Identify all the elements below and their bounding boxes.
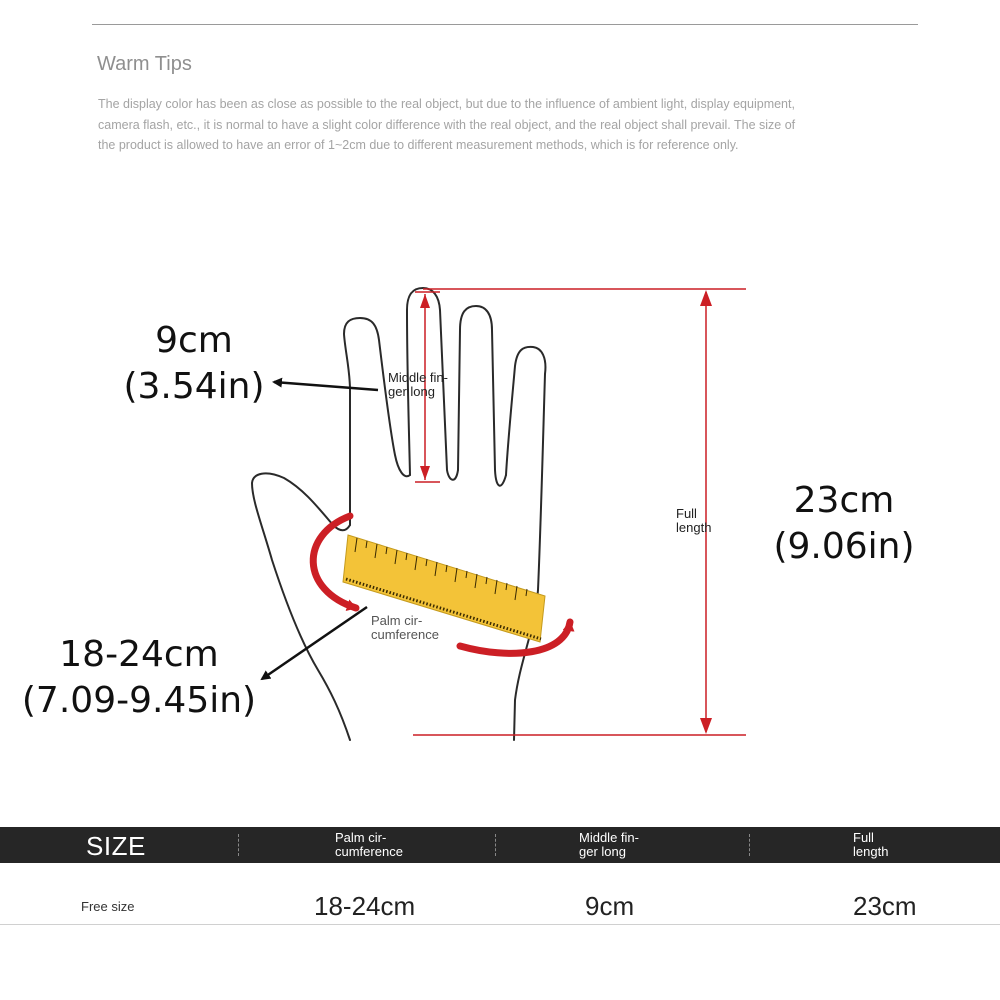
header-separator (495, 834, 496, 856)
palm-measure-value (18, 632, 260, 724)
header-separator (749, 834, 750, 856)
header-separator (238, 834, 239, 856)
warm-tips-line: the product is allowed to have an error of 1~2cm due to different measurement methods, which is for reference only. (98, 138, 739, 152)
warm-tips-title: Warm Tips (97, 53, 192, 75)
middle-finger-label-line: ger long (388, 384, 435, 399)
header-palm-circumference (335, 831, 403, 859)
length-measure-value (770, 478, 918, 570)
table-bottom-divider (0, 924, 1000, 925)
palm-label-line: Palm cir- (371, 613, 423, 628)
full-length-label-line: Full (676, 506, 697, 521)
finger-value-cm: 9cm (155, 320, 233, 361)
palm-value-cm: 18-24cm (59, 634, 219, 675)
full-length-value: 23cm (853, 891, 917, 921)
warm-tips-line: The display color has been as close as possible to the real object, but due to the influence of ambient light, display equipment, (98, 97, 795, 111)
middle-finger-label (388, 371, 448, 399)
finger-value-in: (3.54in) (123, 366, 265, 407)
finger-measure-value (118, 318, 270, 410)
size-table-header (0, 827, 1000, 863)
full-length-label (676, 507, 711, 535)
size-table-title: SIZE (86, 831, 146, 861)
warm-tips-line: camera flash, etc., it is normal to have a slight color difference with the real object, and the real object shall prevail. The size of (98, 118, 796, 132)
palm-pointer-arrow (262, 607, 367, 679)
full-length-label-line: length (676, 520, 712, 535)
palm-circumference-label (371, 614, 439, 642)
header-line: Middle fin- (579, 830, 639, 845)
header-line: ger long (579, 844, 626, 859)
hand-outline (252, 288, 545, 740)
finger-pointer-arrow (274, 382, 378, 390)
header-middle-finger (579, 831, 639, 859)
header-line: Palm cir- (335, 830, 387, 845)
top-divider (92, 24, 918, 25)
header-full-length (853, 831, 888, 859)
header-line: cumference (335, 844, 403, 859)
header-line: Full (853, 830, 874, 845)
palm-value-in: (7.09-9.45in) (21, 680, 257, 721)
palm-circumference-value: 18-24cm (314, 891, 416, 921)
header-line: length (853, 844, 889, 859)
glove-measurement-diagram (0, 270, 1000, 760)
middle-finger-label-line: Middle fin- (388, 370, 448, 385)
middle-finger-value: 9cm (585, 891, 635, 921)
size-row-label: Free size (81, 899, 135, 914)
palm-label-line: cumference (371, 627, 439, 642)
length-value-cm: 23cm (793, 480, 895, 521)
length-value-in: (9.06in) (773, 526, 915, 567)
